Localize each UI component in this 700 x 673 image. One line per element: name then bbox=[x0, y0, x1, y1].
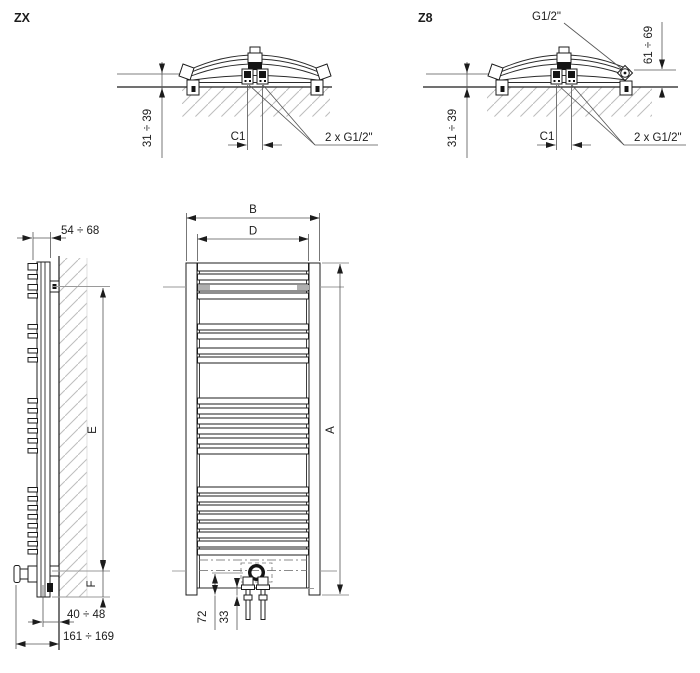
front-fitting-right bbox=[257, 577, 270, 620]
front-dim-a-label: A bbox=[325, 426, 337, 434]
front-dim-b-label: B bbox=[249, 204, 257, 216]
side-rung-bump bbox=[28, 497, 38, 502]
side-rung-bump bbox=[28, 294, 38, 299]
side-rung-bump bbox=[28, 533, 38, 538]
front-dim-33-label: 33 bbox=[219, 610, 231, 624]
side-rung-bump bbox=[28, 550, 38, 555]
side-dim-f-label: F bbox=[86, 580, 98, 588]
front-view bbox=[163, 204, 349, 630]
side-dim-depth bbox=[17, 225, 99, 260]
z8-connections-label: 2 x G1/2" bbox=[634, 132, 682, 144]
side-dim-depth-label: 54 ÷ 68 bbox=[61, 225, 100, 237]
front-rungs bbox=[198, 263, 309, 555]
side-rung-bump bbox=[28, 419, 38, 424]
front-rung bbox=[198, 496, 309, 502]
front-collector-right bbox=[309, 263, 320, 595]
side-dim-valve-total-label: 161 ÷ 169 bbox=[63, 631, 115, 643]
front-fitting-left bbox=[242, 577, 255, 620]
side-rung-bump bbox=[28, 358, 38, 363]
side-drain-plug bbox=[47, 583, 53, 592]
side-rung-bump bbox=[28, 488, 38, 493]
front-rung bbox=[198, 514, 309, 520]
side-dim-e-label: E bbox=[87, 426, 99, 434]
side-dim-e bbox=[87, 288, 103, 570]
front-rung bbox=[198, 448, 309, 454]
side-dim-valve-to-wall-label: 40 ÷ 48 bbox=[67, 609, 106, 621]
zx-dim-wall-offset bbox=[142, 62, 162, 158]
side-rung-bump bbox=[28, 275, 38, 280]
side-rung-bump bbox=[28, 429, 38, 434]
front-rung bbox=[198, 532, 309, 538]
side-rung-bump bbox=[28, 349, 38, 354]
zx-end-cap-left bbox=[179, 64, 194, 80]
z8-dim-c1-label: C1 bbox=[539, 131, 555, 143]
zx-dim-c1-label: C1 bbox=[230, 131, 246, 143]
zx-title: ZX bbox=[14, 11, 30, 25]
front-rung bbox=[198, 523, 309, 529]
side-bottom-valve bbox=[14, 566, 37, 583]
zx-wall-hatch bbox=[182, 88, 330, 117]
side-rung-bump bbox=[28, 542, 38, 547]
front-dim-72-label: 72 bbox=[197, 610, 209, 624]
front-rung bbox=[198, 428, 309, 434]
front-rung bbox=[198, 408, 309, 414]
front-rung bbox=[198, 324, 309, 330]
front-collector-left bbox=[186, 263, 197, 595]
z8-end-connection-g12 bbox=[618, 66, 633, 81]
z8-end-cap-left bbox=[488, 64, 503, 80]
side-rung-bump bbox=[28, 506, 38, 511]
front-dim-d-label: D bbox=[248, 225, 258, 238]
side-rung-profiles bbox=[28, 264, 38, 555]
side-wall-hatch bbox=[60, 258, 88, 597]
side-rung-bump bbox=[28, 285, 38, 291]
side-dim-f bbox=[86, 562, 103, 607]
front-dim-33 bbox=[219, 578, 237, 630]
front-rung bbox=[198, 284, 309, 291]
z8-dim-wall-offset bbox=[447, 62, 467, 158]
side-rung-bump bbox=[28, 325, 38, 330]
zx-center-connection-block bbox=[242, 47, 268, 84]
z8-dim-wall-offset-label: 31 ÷ 39 bbox=[447, 108, 459, 148]
side-rung-bump bbox=[28, 515, 38, 520]
front-rung bbox=[198, 549, 309, 555]
front-rung bbox=[198, 263, 309, 271]
zx-dim-wall-offset-label: 31 ÷ 39 bbox=[142, 108, 154, 148]
side-rung-bump bbox=[28, 264, 38, 271]
front-bracket-mark-left bbox=[198, 285, 210, 290]
zx-end-cap-right bbox=[316, 64, 331, 80]
front-rung bbox=[198, 274, 309, 280]
zx-connections-label: 2 x G1/2" bbox=[325, 132, 373, 144]
z8-title: Z8 bbox=[418, 11, 433, 25]
front-dim-d bbox=[198, 226, 309, 262]
side-rung-bump bbox=[28, 439, 38, 444]
front-rung bbox=[198, 487, 309, 493]
side-rung-bump bbox=[28, 409, 38, 414]
side-rung-bump bbox=[28, 399, 38, 404]
side-view bbox=[14, 225, 114, 650]
front-bracket-mark-right bbox=[297, 285, 309, 290]
z8-top-connection-label: G1/2" bbox=[532, 11, 562, 23]
front-rung bbox=[198, 398, 309, 404]
z8-dim-height-offset-label: 61 ÷ 69 bbox=[643, 25, 655, 65]
z8-center-connection-block bbox=[551, 47, 577, 84]
side-rung-bump bbox=[28, 524, 38, 529]
front-rung bbox=[198, 333, 309, 339]
front-rung bbox=[198, 418, 309, 424]
front-rung bbox=[198, 293, 309, 299]
side-radiator-body bbox=[14, 262, 59, 597]
detail-view-z8 bbox=[418, 11, 686, 158]
front-rung bbox=[198, 357, 309, 363]
detail-view-zx bbox=[14, 11, 378, 158]
front-bottom-fittings bbox=[233, 577, 314, 620]
front-rung bbox=[198, 438, 309, 444]
front-rung bbox=[198, 348, 309, 354]
front-dim-a bbox=[322, 263, 349, 595]
front-rung bbox=[198, 541, 309, 547]
side-rung-bump bbox=[28, 449, 38, 454]
front-rung bbox=[198, 505, 309, 511]
side-rung-bump bbox=[28, 334, 38, 339]
